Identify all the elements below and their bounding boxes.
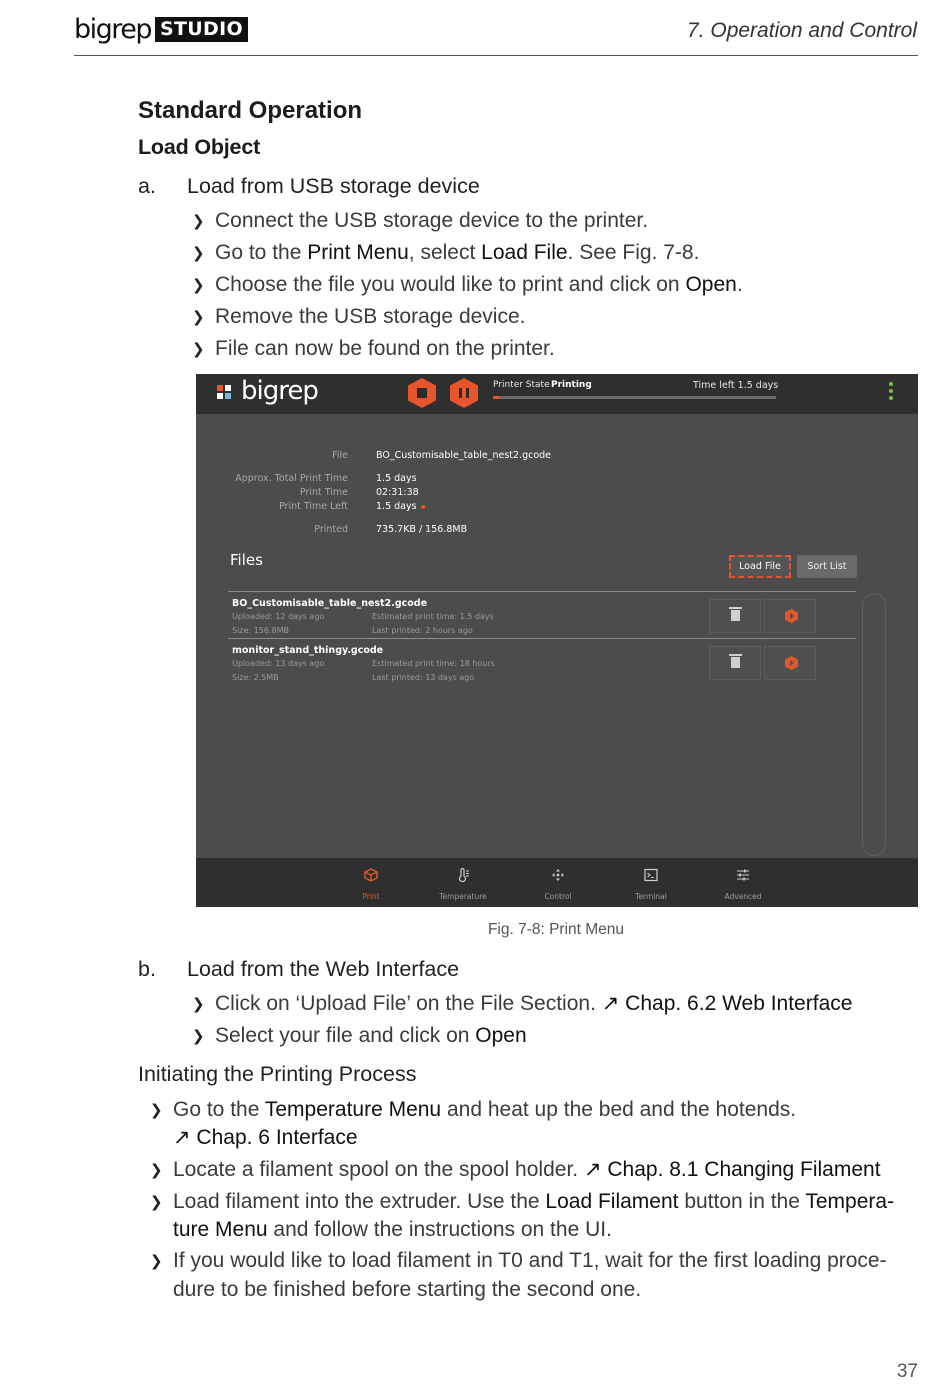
divider	[228, 591, 856, 592]
play-icon	[785, 656, 798, 670]
list-item: Load filament into the extruder. Use the Load Filament button in the Tempera-	[173, 1190, 895, 1213]
list-item: Click on ‘Upload File’ on the File Section. ↗ Chap. 6.2 Web Interface	[215, 992, 853, 1015]
file-label: File	[332, 450, 348, 461]
delete-button[interactable]	[709, 599, 761, 633]
bullet-icon: ❯	[192, 1028, 205, 1045]
stop-icon	[417, 388, 427, 398]
file-last-printed: Last printed: 2 hours ago	[372, 626, 473, 635]
trash-icon	[731, 657, 740, 668]
printer-state-value: Printing	[551, 380, 592, 390]
print-progress-fill	[493, 396, 499, 399]
bullet-icon: ❯	[150, 1162, 163, 1179]
sort-list-button[interactable]: Sort List	[797, 555, 857, 578]
logo-square-icon	[225, 393, 231, 399]
file-name: BO_Customisable_table_nest2.gcode	[232, 598, 428, 609]
terminal-icon	[644, 868, 658, 882]
section-title: Standard Operation	[138, 97, 363, 124]
printed-label: Printed	[314, 524, 348, 535]
file-last-printed: Last printed: 13 days ago	[372, 673, 475, 682]
list-item: Select your file and click on Open	[215, 1024, 527, 1047]
menu-reference: Open	[475, 1024, 527, 1047]
approx-time-value: 1.5 days	[376, 473, 417, 484]
menu-reference: Tempera-	[805, 1190, 895, 1213]
bullet-icon: ❯	[192, 309, 205, 326]
bullet-icon: ❯	[150, 1194, 163, 1211]
tab-temperature[interactable]: Temperature	[418, 858, 508, 907]
file-value: BO_Customisable_table_nest2.gcode	[376, 450, 552, 461]
status-dot-icon	[421, 505, 425, 509]
list-item: Locate a filament spool on the spool holder. ↗ Chap. 8.1 Changing Filament	[173, 1158, 881, 1181]
more-menu-icon[interactable]	[888, 382, 894, 402]
file-name: monitor_stand_thingy.gcode	[232, 645, 384, 656]
list-item: Go to the Temperature Menu and heat up the bed and the hotends.	[173, 1098, 797, 1121]
file-uploaded: Uploaded: 12 days ago	[232, 612, 325, 621]
chapter-link[interactable]: ↗ Chap. 8.1 Changing Filament	[583, 1158, 881, 1181]
pause-icon	[459, 388, 462, 398]
figure-caption: Fig. 7-8: Print Menu	[487, 921, 625, 938]
header-divider	[74, 55, 918, 56]
subsection-printing-title: Initiating the Printing Process	[138, 1062, 417, 1086]
print-time-value: 02:31:38	[376, 487, 419, 498]
print-file-button[interactable]	[764, 646, 816, 680]
bullet-icon: ❯	[150, 1253, 163, 1270]
file-size: Size: 156.8MB	[232, 626, 289, 635]
list-item-continuation: dure to be finished before starting the second one.	[173, 1278, 642, 1301]
delete-button[interactable]	[709, 646, 761, 680]
thermometer-icon	[456, 868, 470, 882]
brand-wordmark: bigrep	[74, 13, 152, 45]
list-item: Connect the USB storage device to the printer.	[215, 209, 649, 232]
print-progress-bar	[493, 396, 776, 399]
menu-reference: Load File	[481, 241, 568, 264]
files-heading: Files	[230, 551, 263, 569]
file-estimated-time: Estimated print time: 1.5 days	[372, 612, 494, 621]
bullet-icon: ❯	[150, 1102, 163, 1119]
trash-icon	[731, 610, 740, 621]
bullet-icon: ❯	[192, 245, 205, 262]
list-item: Go to the Print Menu, select Load File. See Fig. 7-8.	[215, 241, 700, 264]
printed-value: 735.7KB / 156.8MB	[376, 524, 468, 535]
play-icon	[785, 609, 798, 623]
print-time-label: Print Time	[299, 487, 348, 498]
menu-reference: ture Menu	[173, 1218, 268, 1241]
chapter-link[interactable]: ↗ Chap. 6 Interface	[173, 1126, 358, 1149]
chapter-heading: 7. Operation and Control	[687, 19, 917, 42]
tab-terminal[interactable]: Terminal	[606, 858, 696, 907]
divider	[228, 638, 856, 639]
subsection-a-marker: a.	[138, 174, 156, 198]
print-file-button[interactable]	[764, 599, 816, 633]
subsection-b-marker: b.	[138, 957, 156, 981]
list-item: Remove the USB storage device.	[215, 305, 526, 328]
brand-badge: STUDIO	[155, 17, 248, 42]
move-arrows-icon	[551, 868, 565, 882]
bullet-icon: ❯	[192, 341, 205, 358]
stop-button[interactable]	[408, 378, 436, 408]
printer-state-label: Printer State	[493, 380, 550, 390]
list-item-continuation	[173, 1124, 358, 1152]
brand-logo	[74, 12, 248, 46]
menu-reference: Open	[685, 273, 737, 296]
time-left-label: Print Time Left	[278, 501, 348, 512]
page-number: 37	[896, 1361, 918, 1382]
bottom-nav	[196, 858, 918, 907]
cube-icon	[364, 868, 378, 882]
list-item: File can now be found on the printer.	[215, 337, 555, 360]
tab-advanced[interactable]: Advanced	[698, 858, 788, 907]
logo-square-icon	[225, 385, 231, 391]
tab-control[interactable]: Control	[513, 858, 603, 907]
logo-square-icon	[217, 385, 223, 391]
list-item: If you would like to load filament in T0 and T1, wait for the first loading proce-	[173, 1249, 887, 1272]
pause-button[interactable]	[450, 378, 478, 408]
menu-reference: Print Menu	[307, 241, 409, 264]
file-estimated-time: Estimated print time: 18 hours	[372, 659, 495, 668]
scrollbar[interactable]	[862, 593, 886, 856]
list-item: Choose the file you would like to print and click on Open.	[215, 273, 743, 296]
subsection-b-title: Load from the Web Interface	[187, 957, 460, 981]
bullet-icon: ❯	[192, 213, 205, 230]
time-left: Time left 1.5 days	[693, 380, 779, 391]
sliders-icon	[736, 868, 750, 882]
bullet-icon: ❯	[192, 277, 205, 294]
logo-square-icon	[217, 393, 223, 399]
bullet-icon: ❯	[192, 996, 205, 1013]
menu-reference: Temperature Menu	[264, 1098, 442, 1121]
button-reference: Load Filament	[545, 1190, 679, 1213]
list-item-continuation: ture Menu and follow the instructions on the UI.	[173, 1218, 612, 1241]
app-logo: bigrep	[241, 376, 318, 406]
tab-print[interactable]: Print	[326, 858, 416, 907]
load-file-button[interactable]: Load File	[729, 555, 791, 578]
time-left-value: 1.5 days	[376, 501, 425, 512]
section-subtitle: Load Object	[138, 135, 261, 159]
top-bar	[196, 374, 918, 414]
chapter-link[interactable]: ↗ Chap. 6.2 Web Interface	[601, 992, 853, 1015]
file-size: Size: 2.5MB	[232, 673, 279, 682]
print-menu-screenshot	[196, 374, 918, 907]
subsection-a-title: Load from USB storage device	[187, 174, 480, 198]
file-uploaded: Uploaded: 13 days ago	[232, 659, 325, 668]
approx-time-label: Approx. Total Print Time	[235, 473, 348, 484]
